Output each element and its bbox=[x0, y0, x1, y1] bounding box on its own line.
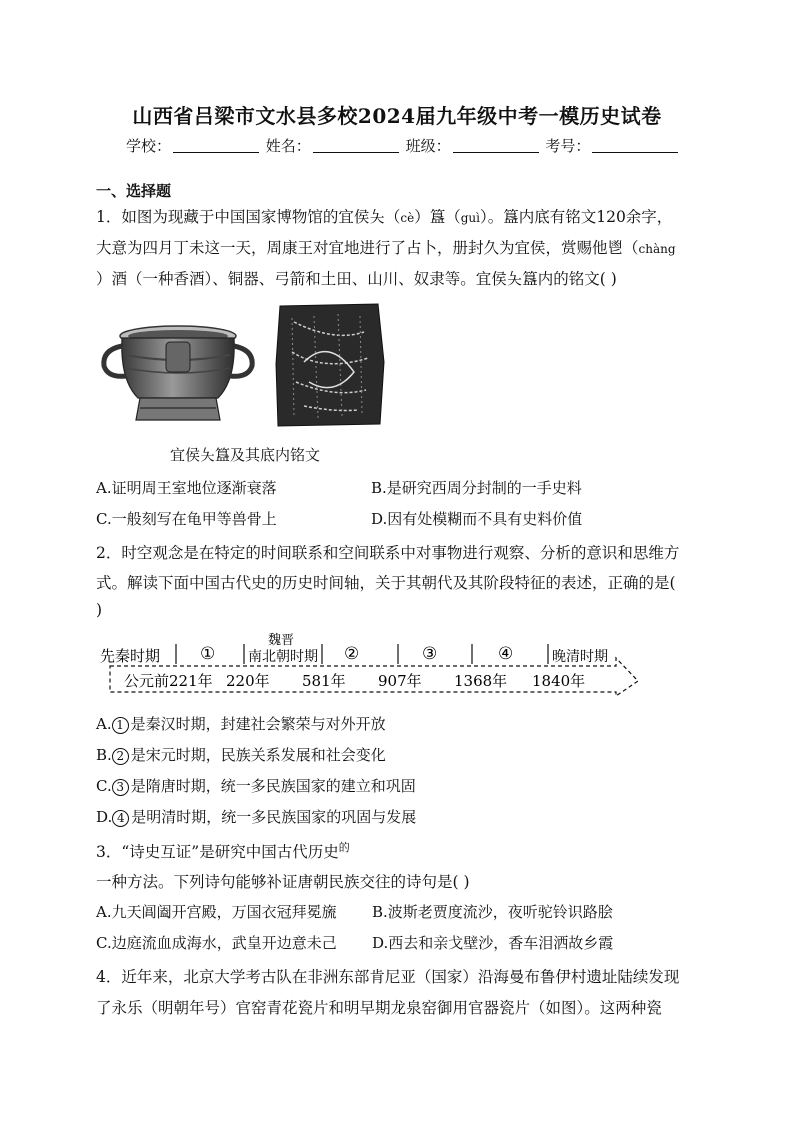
timeline-year-label: 1368年 bbox=[454, 672, 508, 690]
circled-number: 2 bbox=[112, 748, 129, 765]
q1-text: 1．如图为现藏于中国国家博物馆的宜侯夨（ bbox=[96, 208, 401, 226]
q2-line-3: ) bbox=[96, 601, 103, 619]
pinyin: guì bbox=[460, 211, 480, 225]
q1-option-d[interactable]: D.因有处模糊而不具有史料价值 bbox=[371, 510, 583, 528]
school-blank bbox=[173, 138, 259, 153]
timeline-period-label: 南北朝时期 bbox=[248, 649, 318, 665]
number-label: 考号： bbox=[545, 137, 591, 155]
q2-line-1: 2．时空观念是在特定的时间联系和空间联系中对事物进行观察、分析的意识和思维方 bbox=[96, 544, 680, 562]
q3-option-c[interactable]: C.边庭流血成海水，武皇开边意未己 bbox=[96, 934, 337, 952]
q3-option-b[interactable]: B.波斯老贾度流沙，夜听驼铃识路脍 bbox=[372, 903, 613, 921]
q2-line-2: 式。解读下面中国古代史的历史时间轴，关于其朝代及其阶段特征的表述，正确的是( bbox=[96, 574, 676, 592]
option-text: 是宋元时期，民族关系发展和社会变化 bbox=[130, 746, 386, 764]
option-letter: B. bbox=[96, 746, 112, 764]
timeline-period-label: 先秦时期 bbox=[100, 647, 161, 665]
timeline-year-label: 907年 bbox=[378, 672, 422, 690]
number-blank bbox=[592, 138, 678, 153]
option-text: 是明清时期，统一多民族国家的巩固与发展 bbox=[131, 808, 417, 826]
q3-line-1 bbox=[96, 839, 350, 862]
option-text: 是秦汉时期，封建社会繁荣与对外开放 bbox=[130, 715, 386, 733]
q1-text: 大意为四月丁未这一天，周康王对宜地进行了占卜，册封久为宜侯，赏赐他鬯（ bbox=[96, 239, 639, 257]
option-letter: A. bbox=[96, 715, 112, 733]
inscription-rubbing-image bbox=[274, 302, 386, 428]
school-label: 学校： bbox=[126, 137, 172, 155]
q3-line-2: 一种方法。下列诗句能够补证唐朝民族交往的诗句是( ) bbox=[96, 873, 470, 891]
q3-text: 3．“诗史互证”是研究中国古代历史 bbox=[96, 843, 339, 862]
timeline-year-label: 1840年 bbox=[532, 672, 586, 690]
q1-option-c[interactable]: C.一般刻写在龟甲等兽骨上 bbox=[96, 510, 277, 528]
q1-text: ）簋（ bbox=[414, 208, 461, 226]
q1-line-3: ）酒（一种香酒）、铜器、弓箭和土田、山川、奴隶等。宜侯夨簋内的铭文( ) bbox=[96, 270, 617, 288]
q3-superscript: 的 bbox=[338, 841, 350, 854]
q2-option-b[interactable] bbox=[96, 744, 386, 765]
option-letter: C. bbox=[96, 777, 112, 795]
q4-line-2: 了永乐（明朝年号）官窑青花瓷片和明早期龙泉窑御用官器瓷片（如图）。这两种瓷 bbox=[96, 999, 662, 1017]
bronze-vessel-image bbox=[98, 320, 258, 430]
q1-option-b[interactable]: B.是研究西周分封制的一手史料 bbox=[371, 479, 582, 497]
timeline-year-label: 公元前221年 bbox=[124, 672, 213, 690]
q2-option-a[interactable] bbox=[96, 713, 386, 734]
circled-number: 4 bbox=[112, 810, 129, 827]
page-title: 山西省吕梁市文水县多校2024届九年级中考一模历史试卷 bbox=[132, 104, 662, 128]
timeline-year-label: 581年 bbox=[302, 672, 346, 690]
pinyin: cè bbox=[400, 211, 415, 225]
q2-option-d[interactable] bbox=[96, 806, 416, 827]
section-heading: 一、选择题 bbox=[96, 182, 172, 200]
q2-option-c[interactable] bbox=[96, 775, 416, 796]
history-timeline bbox=[96, 630, 648, 698]
name-label: 姓名： bbox=[265, 137, 311, 155]
timeline-period-label: ④ bbox=[498, 644, 514, 664]
q1-line-2 bbox=[96, 236, 676, 258]
timeline-period-label: ② bbox=[344, 644, 360, 664]
timeline-period-label: ③ bbox=[422, 644, 438, 664]
q1-option-a[interactable]: A.证明周王室地位逐渐衰落 bbox=[96, 479, 277, 497]
timeline-period-label: 魏晋 bbox=[268, 633, 295, 648]
q1-text: ）。簋内底有铭文120余字， bbox=[479, 208, 673, 226]
q1-line-1 bbox=[96, 205, 672, 227]
class-label: 班级： bbox=[405, 137, 451, 155]
student-info-row bbox=[126, 135, 680, 156]
q3-option-a[interactable]: A.九天阊阖开宫殿，万国衣冠拜冕旒 bbox=[96, 903, 337, 921]
q4-line-1: 4．近年来，北京大学考古队在非洲东部肯尼亚（国家）沿海曼布鲁伊村遗址陆续发现 bbox=[96, 968, 680, 986]
q3-option-d[interactable]: D.西去和亲戈壁沙，香车泪洒故乡霞 bbox=[372, 934, 614, 952]
option-letter: D. bbox=[96, 808, 113, 826]
name-blank bbox=[313, 138, 399, 153]
timeline-period-label: ① bbox=[200, 644, 216, 664]
class-blank bbox=[453, 138, 539, 153]
circled-number: 3 bbox=[112, 779, 129, 796]
option-text: 是隋唐时期，统一多民族国家的建立和巩固 bbox=[130, 777, 416, 795]
timeline-year-label: 220年 bbox=[226, 672, 270, 690]
pinyin: chàng bbox=[638, 242, 676, 256]
figure-caption: 宜侯夨簋及其底内铭文 bbox=[170, 446, 321, 464]
timeline-period-label: 晚清时期 bbox=[552, 649, 608, 665]
circled-number: 1 bbox=[112, 717, 129, 734]
